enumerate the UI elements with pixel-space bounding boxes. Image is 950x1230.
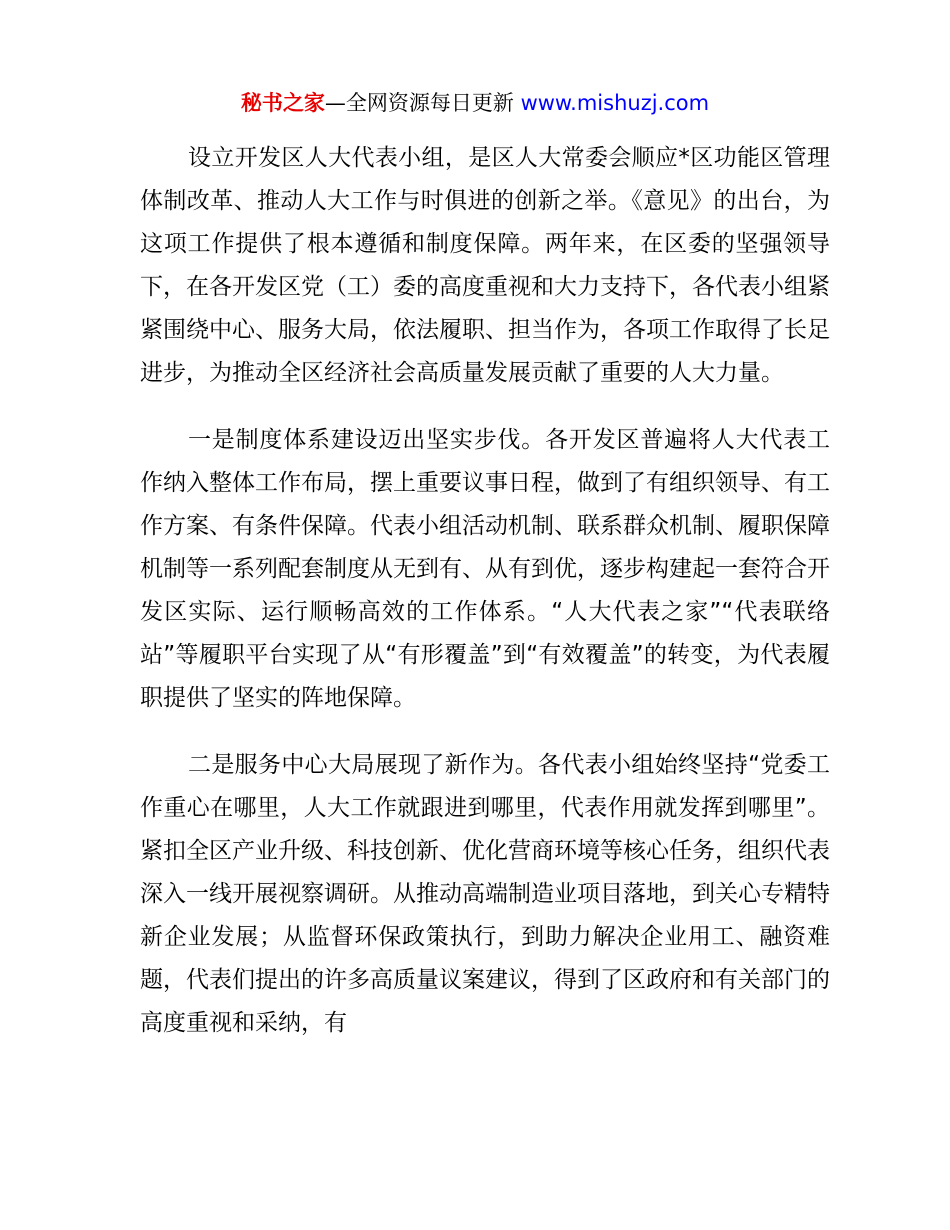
paragraph-intro: 设立开发区人大代表小组，是区人大常委会顺应*区功能区管理体制改革、推动人大工作与时俱进的创新之举。《意见》的出台，为这项工作提供了根本遵循和制度保障。两年来，在区委的坚强领导下，在各开发区党（工）委的高度重视和大力支持下，各代表小组紧紧围绕中心、服务大局，依法履职、担当作为，各项工作取得了长足进步，为推动全区经济社会高质量发展贡献了重要的人大力量。	[140, 145, 830, 386]
page-header	[0, 88, 950, 118]
document-body	[140, 137, 830, 1069]
website-link[interactable]: www.mishuzj.com	[520, 91, 710, 115]
paragraph-point-two: 二是服务中心大局展现了新作为。各代表小组始终坚持“党委工作重心在哪里，人大工作就跟进到哪里，代表作用就发挥到哪里”。紧扣全区产业升级、科技创新、优化营商环境等核心任务，组织代表深入一线开展视察调研。从推动高端制造业项目落地，到关心专精特新企业发展；从监督环保政策执行，到助力解决企业用工、融资难题，代表们提出的许多高质量议案建议，得到了区政府和有关部门的高度重视和采纳，有	[140, 752, 830, 1036]
header-tagline: —全网资源每日更新	[324, 91, 514, 115]
paragraph-point-one: 一是制度体系建设迈出坚实步伐。各开发区普遍将人大代表工作纳入整体工作布局，摆上重要议事日程，做到了有组织领导、有工作方案、有条件保障。代表小组活动机制、联系群众机制、履职保障机制等一系列配套制度从无到有、从有到优，逐步构建起一套符合开发区实际、运行顺畅高效的工作体系。“人大代表之家”“代表联络站”等履职平台实现了从“有形覆盖”到“有效覆盖”的转变，为代表履职提供了坚实的阵地保障。	[140, 427, 830, 711]
brand-name: 秘书之家	[240, 91, 325, 115]
